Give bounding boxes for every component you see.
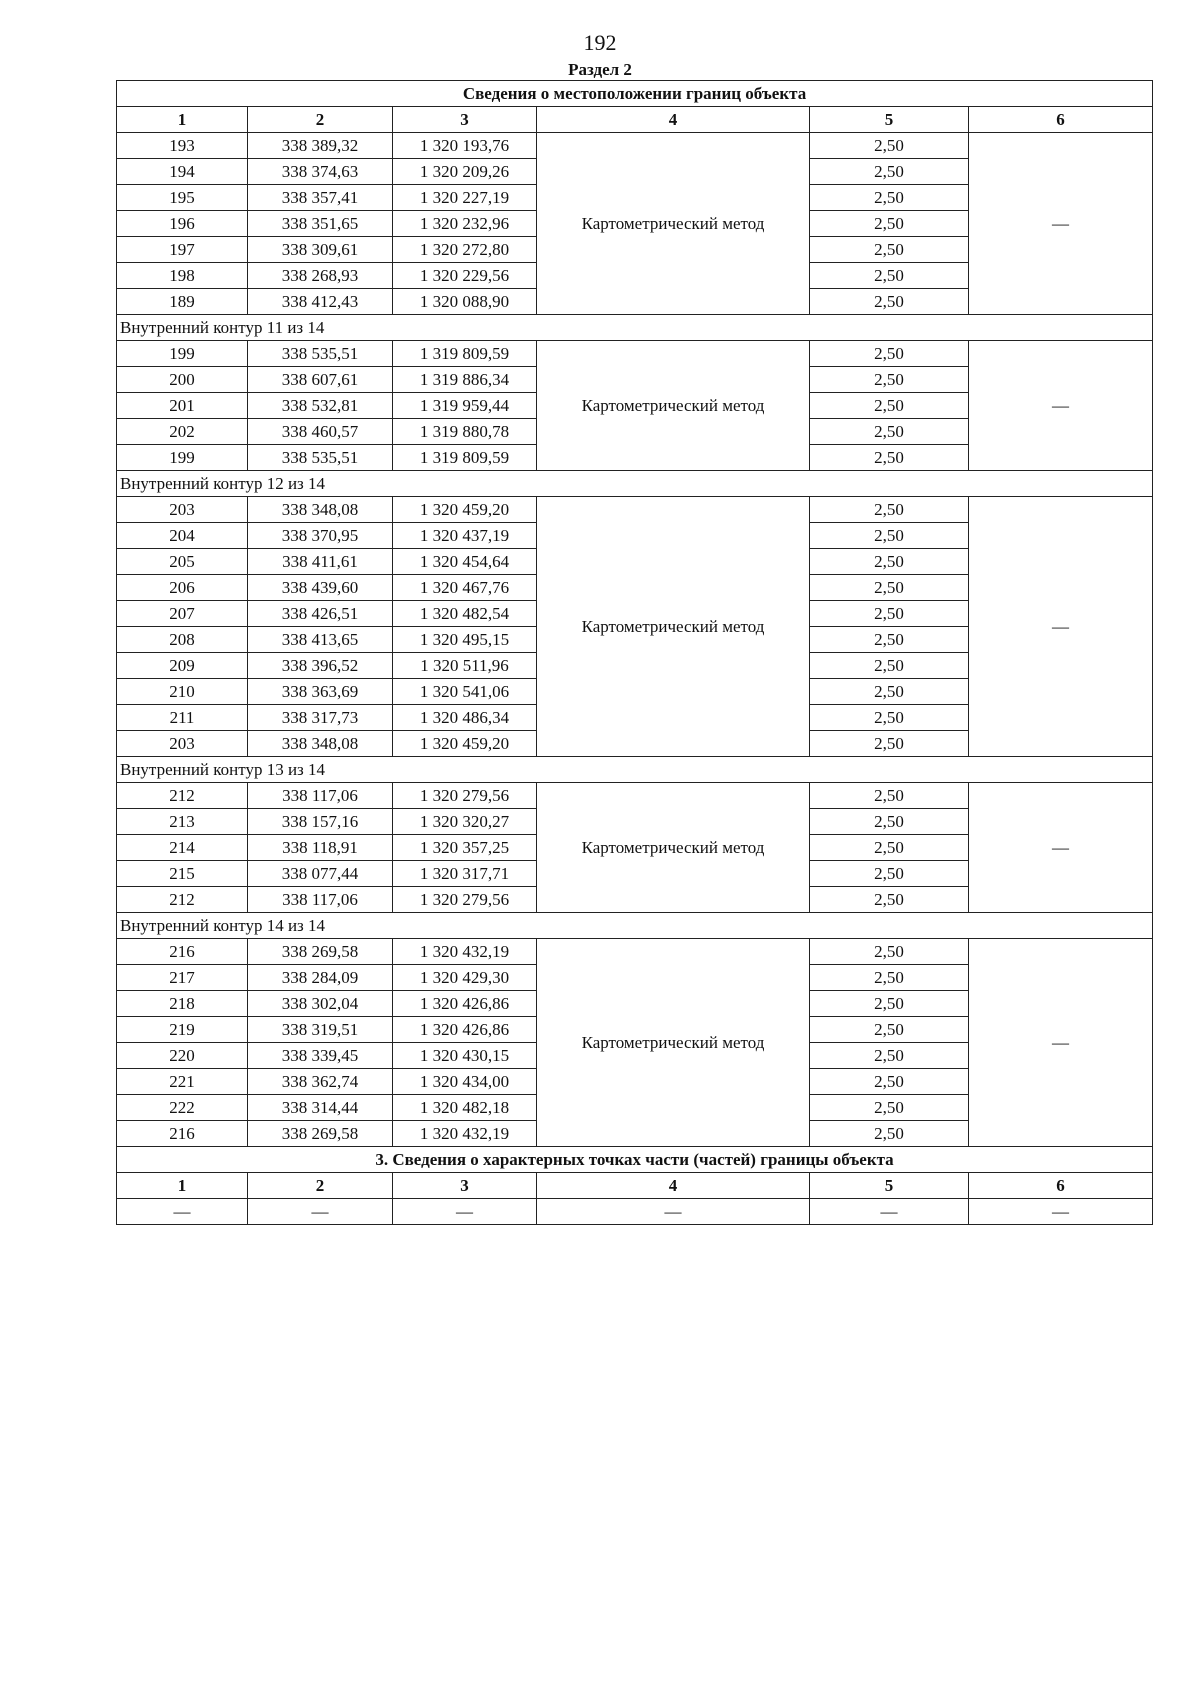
coordinate-y: 1 320 426,86 bbox=[393, 1017, 537, 1043]
coordinate-x: 338 117,06 bbox=[248, 887, 393, 913]
description-cell: — bbox=[969, 341, 1153, 471]
point-number: 203 bbox=[117, 731, 248, 757]
accuracy-value: 2,50 bbox=[810, 601, 969, 627]
coordinate-y: 1 320 357,25 bbox=[393, 835, 537, 861]
coordinate-y: 1 320 317,71 bbox=[393, 861, 537, 887]
table2-title-row bbox=[117, 1147, 1153, 1173]
table-title-row bbox=[117, 81, 1153, 107]
method-cell: Картометрический метод bbox=[537, 497, 810, 757]
point-number: 195 bbox=[117, 185, 248, 211]
point-number: 214 bbox=[117, 835, 248, 861]
coordinate-x: 338 319,51 bbox=[248, 1017, 393, 1043]
point-number: 212 bbox=[117, 783, 248, 809]
empty-value-cell: — bbox=[537, 1199, 810, 1225]
coordinate-x: 338 118,91 bbox=[248, 835, 393, 861]
coordinate-x: 338 268,93 bbox=[248, 263, 393, 289]
point-number: 189 bbox=[117, 289, 248, 315]
point-number: 203 bbox=[117, 497, 248, 523]
point-number: 200 bbox=[117, 367, 248, 393]
point-number: 219 bbox=[117, 1017, 248, 1043]
column-header: 1 bbox=[117, 1173, 248, 1199]
coordinate-x: 338 157,16 bbox=[248, 809, 393, 835]
accuracy-value: 2,50 bbox=[810, 523, 969, 549]
coordinate-x: 338 532,81 bbox=[248, 393, 393, 419]
point-number: 213 bbox=[117, 809, 248, 835]
table-title: Сведения о местоположении границ объекта bbox=[117, 81, 1153, 107]
column-header: 4 bbox=[537, 107, 810, 133]
contour-label-row bbox=[117, 471, 1153, 497]
contour-label: Внутренний контур 11 из 14 bbox=[117, 315, 1153, 341]
point-number: 209 bbox=[117, 653, 248, 679]
point-number: 212 bbox=[117, 887, 248, 913]
accuracy-value: 2,50 bbox=[810, 1095, 969, 1121]
point-number: 194 bbox=[117, 159, 248, 185]
accuracy-value: 2,50 bbox=[810, 159, 969, 185]
accuracy-value: 2,50 bbox=[810, 497, 969, 523]
column-header: 4 bbox=[537, 1173, 810, 1199]
accuracy-value: 2,50 bbox=[810, 991, 969, 1017]
table1-header-row bbox=[117, 107, 1153, 133]
coordinate-x: 338 412,43 bbox=[248, 289, 393, 315]
column-header: 2 bbox=[248, 1173, 393, 1199]
coordinate-y: 1 320 437,19 bbox=[393, 523, 537, 549]
coordinate-y: 1 320 432,19 bbox=[393, 939, 537, 965]
coordinate-x: 338 317,73 bbox=[248, 705, 393, 731]
coordinate-x: 338 309,61 bbox=[248, 237, 393, 263]
point-number: 199 bbox=[117, 341, 248, 367]
contour-label: Внутренний контур 12 из 14 bbox=[117, 471, 1153, 497]
coordinate-x: 338 363,69 bbox=[248, 679, 393, 705]
column-header: 6 bbox=[969, 1173, 1153, 1199]
method-cell: Картометрический метод bbox=[537, 783, 810, 913]
coordinate-x: 338 284,09 bbox=[248, 965, 393, 991]
coordinate-y: 1 320 429,30 bbox=[393, 965, 537, 991]
accuracy-value: 2,50 bbox=[810, 341, 969, 367]
coordinate-x: 338 351,65 bbox=[248, 211, 393, 237]
empty-value-cell: — bbox=[969, 1199, 1153, 1225]
accuracy-value: 2,50 bbox=[810, 731, 969, 757]
table-row bbox=[117, 1199, 1153, 1225]
table-row bbox=[117, 133, 1153, 159]
column-header: 3 bbox=[393, 1173, 537, 1199]
column-header: 1 bbox=[117, 107, 248, 133]
accuracy-value: 2,50 bbox=[810, 887, 969, 913]
point-number: 204 bbox=[117, 523, 248, 549]
point-number: 220 bbox=[117, 1043, 248, 1069]
coordinate-y: 1 320 426,86 bbox=[393, 991, 537, 1017]
coordinate-y: 1 320 279,56 bbox=[393, 887, 537, 913]
accuracy-value: 2,50 bbox=[810, 1069, 969, 1095]
method-cell: Картометрический метод bbox=[537, 939, 810, 1147]
coordinate-y: 1 320 279,56 bbox=[393, 783, 537, 809]
table-row bbox=[117, 497, 1153, 523]
point-number: 208 bbox=[117, 627, 248, 653]
empty-value-cell: — bbox=[117, 1199, 248, 1225]
accuracy-value: 2,50 bbox=[810, 237, 969, 263]
coordinate-y: 1 319 886,34 bbox=[393, 367, 537, 393]
coordinate-y: 1 319 809,59 bbox=[393, 341, 537, 367]
accuracy-value: 2,50 bbox=[810, 185, 969, 211]
coordinate-y: 1 320 272,80 bbox=[393, 237, 537, 263]
point-number: 221 bbox=[117, 1069, 248, 1095]
section-heading: Раздел 2 bbox=[568, 60, 632, 79]
coordinate-x: 338 389,32 bbox=[248, 133, 393, 159]
accuracy-value: 2,50 bbox=[810, 445, 969, 471]
coordinate-x: 338 269,58 bbox=[248, 939, 393, 965]
column-header: 6 bbox=[969, 107, 1153, 133]
coordinate-x: 338 357,41 bbox=[248, 185, 393, 211]
point-number: 198 bbox=[117, 263, 248, 289]
coordinate-x: 338 314,44 bbox=[248, 1095, 393, 1121]
method-cell: Картометрический метод bbox=[537, 133, 810, 315]
coordinate-y: 1 320 088,90 bbox=[393, 289, 537, 315]
description-cell: — bbox=[969, 939, 1153, 1147]
point-number: 222 bbox=[117, 1095, 248, 1121]
coordinate-y: 1 320 430,15 bbox=[393, 1043, 537, 1069]
coordinate-x: 338 396,52 bbox=[248, 653, 393, 679]
point-number: 196 bbox=[117, 211, 248, 237]
point-number: 201 bbox=[117, 393, 248, 419]
point-number: 215 bbox=[117, 861, 248, 887]
coordinate-x: 338 339,45 bbox=[248, 1043, 393, 1069]
table-row bbox=[117, 939, 1153, 965]
accuracy-value: 2,50 bbox=[810, 367, 969, 393]
contour-label: Внутренний контур 14 из 14 bbox=[117, 913, 1153, 939]
point-number: 217 bbox=[117, 965, 248, 991]
coordinate-y: 1 320 432,19 bbox=[393, 1121, 537, 1147]
coordinate-y: 1 320 467,76 bbox=[393, 575, 537, 601]
coordinate-y: 1 320 227,19 bbox=[393, 185, 537, 211]
coordinate-x: 338 362,74 bbox=[248, 1069, 393, 1095]
coordinate-x: 338 348,08 bbox=[248, 731, 393, 757]
point-number: 216 bbox=[117, 939, 248, 965]
table-row bbox=[117, 783, 1153, 809]
description-cell: — bbox=[969, 783, 1153, 913]
point-number: 211 bbox=[117, 705, 248, 731]
description-cell: — bbox=[969, 133, 1153, 315]
coordinate-x: 338 374,63 bbox=[248, 159, 393, 185]
accuracy-value: 2,50 bbox=[810, 133, 969, 159]
coordinate-y: 1 320 454,64 bbox=[393, 549, 537, 575]
accuracy-value: 2,50 bbox=[810, 835, 969, 861]
accuracy-value: 2,50 bbox=[810, 1121, 969, 1147]
coordinate-x: 338 117,06 bbox=[248, 783, 393, 809]
point-number: 206 bbox=[117, 575, 248, 601]
accuracy-value: 2,50 bbox=[810, 211, 969, 237]
coordinate-y: 1 320 229,56 bbox=[393, 263, 537, 289]
coordinate-y: 1 320 541,06 bbox=[393, 679, 537, 705]
accuracy-value: 2,50 bbox=[810, 783, 969, 809]
contour-label: Внутренний контур 13 из 14 bbox=[117, 757, 1153, 783]
coordinate-y: 1 319 880,78 bbox=[393, 419, 537, 445]
point-number: 199 bbox=[117, 445, 248, 471]
method-cell: Картометрический метод bbox=[537, 341, 810, 471]
accuracy-value: 2,50 bbox=[810, 861, 969, 887]
contour-label-row bbox=[117, 913, 1153, 939]
coordinate-x: 338 607,61 bbox=[248, 367, 393, 393]
coordinate-y: 1 320 511,96 bbox=[393, 653, 537, 679]
coordinate-y: 1 320 209,26 bbox=[393, 159, 537, 185]
accuracy-value: 2,50 bbox=[810, 679, 969, 705]
table2-title: 3. Сведения о характерных точках части (частей) границы объекта bbox=[117, 1147, 1153, 1173]
coordinate-y: 1 320 459,20 bbox=[393, 731, 537, 757]
contour-label-row bbox=[117, 757, 1153, 783]
coordinate-y: 1 320 482,18 bbox=[393, 1095, 537, 1121]
coordinate-x: 338 460,57 bbox=[248, 419, 393, 445]
coordinate-x: 338 269,58 bbox=[248, 1121, 393, 1147]
coordinate-x: 338 077,44 bbox=[248, 861, 393, 887]
accuracy-value: 2,50 bbox=[810, 627, 969, 653]
coordinate-y: 1 320 482,54 bbox=[393, 601, 537, 627]
coordinate-x: 338 302,04 bbox=[248, 991, 393, 1017]
coordinate-y: 1 320 486,34 bbox=[393, 705, 537, 731]
coordinate-x: 338 370,95 bbox=[248, 523, 393, 549]
accuracy-value: 2,50 bbox=[810, 705, 969, 731]
point-number: 193 bbox=[117, 133, 248, 159]
coordinate-y: 1 319 959,44 bbox=[393, 393, 537, 419]
point-number: 197 bbox=[117, 237, 248, 263]
boundary-table bbox=[116, 80, 1153, 1225]
accuracy-value: 2,50 bbox=[810, 809, 969, 835]
accuracy-value: 2,50 bbox=[810, 1043, 969, 1069]
point-number: 216 bbox=[117, 1121, 248, 1147]
coordinate-y: 1 320 232,96 bbox=[393, 211, 537, 237]
coordinate-y: 1 320 320,27 bbox=[393, 809, 537, 835]
accuracy-value: 2,50 bbox=[810, 549, 969, 575]
coordinate-y: 1 319 809,59 bbox=[393, 445, 537, 471]
coordinate-x: 338 413,65 bbox=[248, 627, 393, 653]
description-cell: — bbox=[969, 497, 1153, 757]
table2-header-row bbox=[117, 1173, 1153, 1199]
coordinate-y: 1 320 495,15 bbox=[393, 627, 537, 653]
accuracy-value: 2,50 bbox=[810, 419, 969, 445]
coordinate-y: 1 320 193,76 bbox=[393, 133, 537, 159]
accuracy-value: 2,50 bbox=[810, 289, 969, 315]
empty-value-cell: — bbox=[393, 1199, 537, 1225]
coordinate-x: 338 439,60 bbox=[248, 575, 393, 601]
column-header: 5 bbox=[810, 1173, 969, 1199]
accuracy-value: 2,50 bbox=[810, 393, 969, 419]
point-number: 207 bbox=[117, 601, 248, 627]
accuracy-value: 2,50 bbox=[810, 575, 969, 601]
accuracy-value: 2,50 bbox=[810, 263, 969, 289]
accuracy-value: 2,50 bbox=[810, 939, 969, 965]
coordinate-y: 1 320 434,00 bbox=[393, 1069, 537, 1095]
coordinate-x: 338 411,61 bbox=[248, 549, 393, 575]
empty-value-cell: — bbox=[810, 1199, 969, 1225]
coordinate-x: 338 426,51 bbox=[248, 601, 393, 627]
column-header: 3 bbox=[393, 107, 537, 133]
coordinate-x: 338 535,51 bbox=[248, 445, 393, 471]
page-number: 192 bbox=[583, 30, 617, 55]
point-number: 218 bbox=[117, 991, 248, 1017]
point-number: 210 bbox=[117, 679, 248, 705]
coordinate-x: 338 348,08 bbox=[248, 497, 393, 523]
table-row bbox=[117, 341, 1153, 367]
accuracy-value: 2,50 bbox=[810, 653, 969, 679]
point-number: 202 bbox=[117, 419, 248, 445]
empty-value-cell: — bbox=[248, 1199, 393, 1225]
contour-label-row bbox=[117, 315, 1153, 341]
accuracy-value: 2,50 bbox=[810, 1017, 969, 1043]
coordinate-x: 338 535,51 bbox=[248, 341, 393, 367]
accuracy-value: 2,50 bbox=[810, 965, 969, 991]
coordinate-y: 1 320 459,20 bbox=[393, 497, 537, 523]
point-number: 205 bbox=[117, 549, 248, 575]
column-header: 5 bbox=[810, 107, 969, 133]
column-header: 2 bbox=[248, 107, 393, 133]
